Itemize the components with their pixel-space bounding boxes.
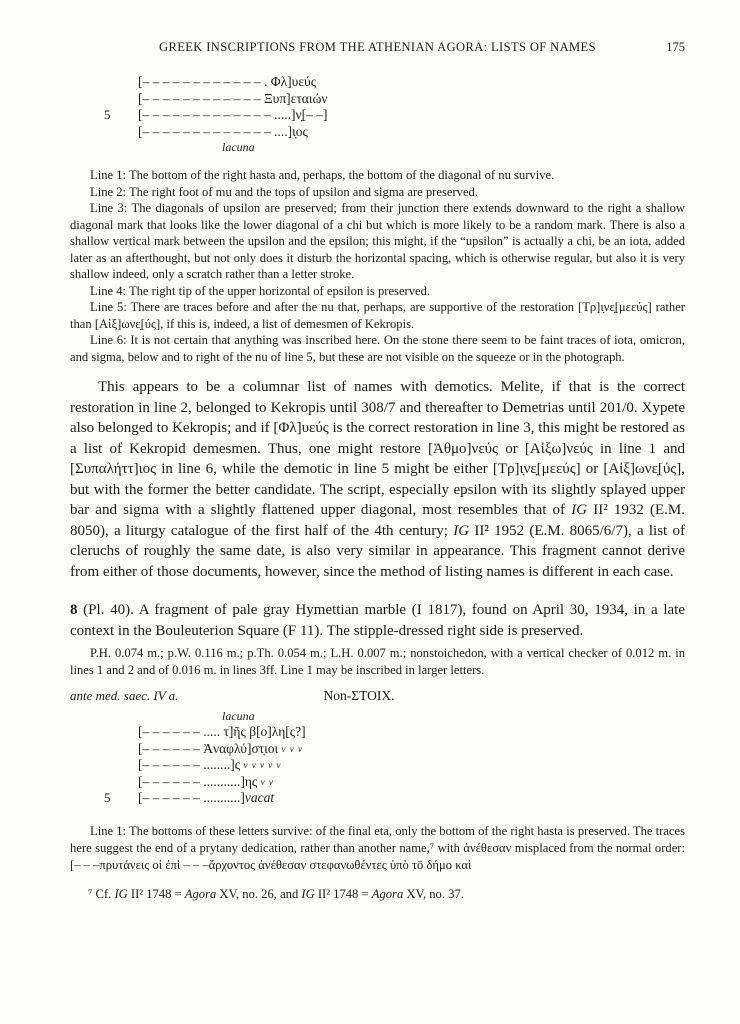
entry-description: (Pl. 40). A fragment of pale gray Hymettian marble (I 1817), found on April 30, 1934, in a late context in the Bouleuterion Square (F 11). The stipple-dressed right side is preserved.: [70, 602, 685, 639]
line-number: 5: [104, 107, 111, 122]
discussion-paragraph: [70, 377, 685, 582]
footnote-7: [70, 886, 685, 903]
ig-citation: IG: [571, 502, 588, 518]
agora-citation: Agora: [184, 886, 217, 901]
footnote-text: II² 1748 =: [314, 886, 372, 901]
vacat-label: vacat: [244, 790, 275, 805]
inscription-text: [– – – – – – – – – – – – Ξυπ]εταιών: [138, 90, 328, 106]
inscription-text: [– – – – – – ..... τ]ῆς β[ο]λη[ς?]: [138, 724, 306, 739]
inscription-line: [104, 124, 685, 141]
commentary-paragraph-line-1: Line 1: The bottom of the right hasta and, perhaps, the bottom of the diagonal of nu survive.: [90, 168, 555, 182]
footnote-text: ⁷ Cf.: [88, 886, 115, 901]
inscription-line: [104, 774, 685, 791]
line-number: [104, 757, 138, 774]
date-label: ante med. saec. IV a.: [70, 688, 179, 703]
entry-number: 8: [70, 602, 78, 618]
footnote-text: II² 1748 =: [127, 886, 185, 901]
vacat-marks: v v: [260, 776, 274, 787]
line-number: 5: [104, 790, 111, 805]
discussion-text: This appears to be a columnar list of names with demotics. Melite, if that is the correct restoration in line 2, belonged to Kekropis until 308/7 and thereafter to Demetrias until 201/0. Xypete also belonged to Kekropis; and if [Φλ]υεύς is the correct restoration in line 3, this might be restored as a list of Kekropid demesmen. Thus, one might restore [Ἀθμο]νεύς or [Αἰξω]νεύς in line 1 and [Συπαλήττ]ιος in line 6, while the demotic in line 5 might be either [Τρ]ι̣νε̣[μεεύς] or [Αἰξ]ωνε̣[ύς], but with the former the better candidate. The script, especially epsilon with its slightly splayed upper bar and sigma with a slightly flattened upper diagonal, most resembles that of: [70, 379, 685, 518]
commentary-paragraph-line-5: Line 5: There are traces before and after the nu that, perhaps, are supportive of the restoration [Τρ]ι̣νε̣[μεεύς] rather than [Αἰξ]ωνε̣[ύς], if this is, indeed, a list of demesmen of Kekropis.: [70, 300, 685, 331]
line-number: [104, 724, 138, 741]
inscription-block-1: [104, 74, 685, 155]
agora-citation: Agora: [371, 886, 404, 901]
ig-citation: IG: [301, 886, 315, 901]
discussion-text: II² 1932 (E.M. 8050), a liturgy catalogue of the first half of the 4th century;: [70, 502, 686, 539]
commentary-block-2: [70, 823, 685, 874]
commentary-paragraph-line-2: Line 2: The right foot of mu and the tops of upsilon and sigma are preserved.: [90, 184, 478, 199]
vacat-marks: v v v: [281, 743, 304, 754]
ig-citation: IG: [453, 522, 470, 539]
inscription-text: [– – – – – – – – – – – – . Φλ]υεύς: [138, 74, 317, 89]
lacuna-label-wrap: [104, 140, 685, 155]
line-number: [104, 124, 138, 141]
inscription-line: [104, 741, 685, 758]
inscription-line: [104, 757, 685, 774]
inscription-text: [– – – – – – – – – – – – – ....]ι̣ος: [138, 123, 308, 139]
running-head-title: GREEK INSCRIPTIONS FROM THE ATHENIAN AGORA: LISTS OF NAMES: [159, 40, 596, 54]
footnote-text: XV, no. 26, and: [216, 886, 302, 901]
commentary-paragraph-line-4: Line 4: The right tip of the upper horizontal of epsilon is preserved.: [90, 283, 431, 298]
commentary-block-1: [70, 167, 685, 365]
page-header: [70, 40, 685, 56]
vacat-marks: v v v v v: [243, 760, 282, 770]
lacuna-label-wrap: [104, 709, 685, 724]
lacuna-label: lacuna: [222, 140, 255, 154]
commentary-paragraph-line-3: Line 3: The diagonals of upsilon are preserved; from their junction there extends downward to the right a shallow diagonal mark that looks like the lower diagonal of a chi but which is more likely to be a random mark. There is also a shallow vertical mark between the upsilon and the epsilon; this might, if the “upsilon” is actually a chi, be an iota, added later as an afterthought, but not only does it disturb the horizontal spacing, which is otherwise regular, but also it is very shallow indeed, only a scratch rather than a letter stroke.: [70, 201, 685, 281]
measurements-paragraph: P.H. 0.074 m.; p.W. 0.116 m.; p.Th. 0.054 m.; L.H. 0.007 m.; nonstoichedon, with a vertical checker of 0.012 m. in lines 1 and 2 and of 0.016 m. in lines 3ff. Line 1 may be inscribed in larger letters.: [70, 646, 685, 677]
date-nonstoich-line: [70, 688, 685, 705]
inscription-text: [– – – – – – ...........]ης: [138, 773, 261, 789]
inscription-line: [104, 790, 685, 807]
discussion-text: II² 1952 (E.M. 8065/6/7), a list of cleruchs of roughly the same date, is also very similar in appearance. This fragment cannot derive from either of those documents, however, since the method of listing names is different in each case.: [70, 522, 685, 580]
inscription-line: [104, 74, 685, 91]
ig-citation: IG: [114, 886, 128, 901]
inscription-text: [– – – – – – ........]ς: [138, 757, 244, 772]
line-number: [104, 741, 138, 758]
inscription-block-2: [104, 709, 685, 807]
entry-8-paragraph: [70, 600, 685, 641]
nonstoich-label: Non-ΣΤΟΙΧ.: [323, 688, 395, 703]
inscription-line: [104, 107, 685, 124]
footnote-text: XV, no. 37.: [403, 886, 464, 901]
inscription-text: [– – – – – – – – – – – – – .....]ν̣[– –]: [138, 107, 328, 122]
inscription-line: [104, 91, 685, 108]
line-number: [104, 74, 138, 91]
commentary-paragraph-line-1: Line 1: The bottoms of these letters survive: of the final eta, only the bottom of the right hasta is preserved. The traces here suggest the end of a prytany dedication, rather than another name,⁷ with ἀνέθεσαν misplaced from the normal order: [– – –πρυτάνεις οἱ ἐπὶ – – –ἄρχοντος ἀνέθεσαν στεφανωθέντες ὑπὸ τō δήμο καὶ: [70, 823, 685, 872]
commentary-paragraph-line-6: Line 6: It is not certain that anything was inscribed here. On the stone there seem to be faint traces of iota, omicron, and sigma, below and to right of the nu of line 5, but these are not visible on the squeeze or in the photograph.: [70, 333, 685, 364]
lacuna-label: lacuna: [222, 709, 255, 723]
line-number: [104, 774, 138, 791]
inscription-text: [– – – – – – ...........]: [138, 790, 245, 805]
line-number: [104, 91, 138, 108]
inscription-text: [– – – – – – Ἀναφλύ]στ̣ιοι: [138, 740, 282, 756]
inscription-line: [104, 724, 685, 741]
page-number: 175: [666, 40, 685, 54]
